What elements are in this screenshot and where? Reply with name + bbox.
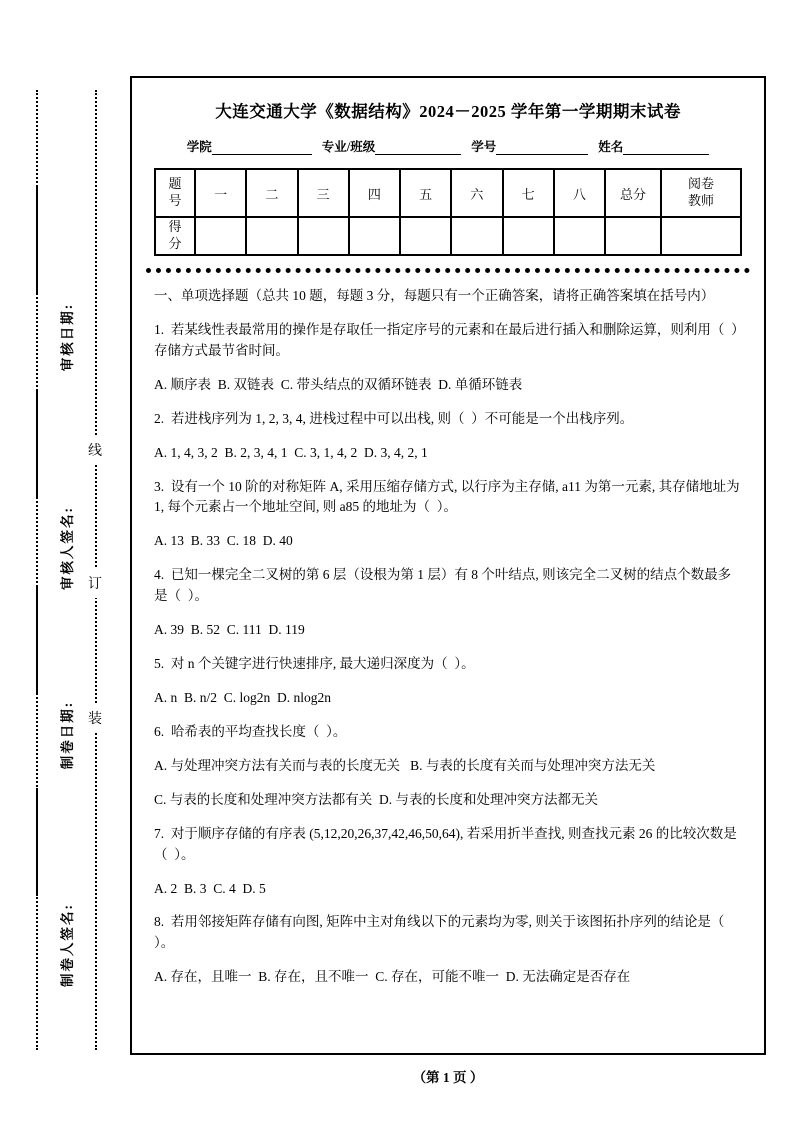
maker-signer-label: 制卷人签名:	[60, 903, 75, 987]
audit-date-blank-line	[36, 185, 38, 295]
binding-char-zhuang: 装	[87, 703, 103, 733]
col-2-cell: 二	[246, 169, 297, 217]
question-stem: 8. 若用邻接矩阵存储有向图, 矩阵中主对角线以下的元素均为零, 则关于该图拓扑序列的结论是（ ）。	[154, 914, 732, 951]
binding-char-xian: 线	[87, 435, 103, 465]
question-stem: 5. 对 n 个关键字进行快速排序, 最大递归深度为（ ）。	[154, 656, 475, 672]
questions-section	[154, 286, 742, 988]
question-number-label-cell: 题号	[155, 169, 195, 217]
score-table-header-row	[155, 169, 741, 217]
name-label: 姓名	[598, 140, 624, 154]
student-info-row	[154, 137, 742, 155]
question-options: A. 39 B. 52 C. 111 D. 119	[154, 622, 305, 638]
question-stem: 2. 若进栈序列为 1, 2, 3, 4, 进栈过程中可以出栈, 则（ ）不可能是一个出栈序列。	[154, 410, 634, 426]
maker-date-label: 制卷日期:	[60, 700, 75, 770]
total-score-label-cell: 总分	[605, 169, 661, 217]
col-1-cell: 一	[195, 169, 246, 217]
score-table	[154, 168, 742, 256]
question-options: A. 顺序表 B. 双链表 C. 带头结点的双循环链表 D. 单循环链表	[154, 376, 523, 392]
col-4-cell: 四	[349, 169, 400, 217]
make-sign-blank-line	[36, 788, 38, 896]
col-3-cell: 三	[298, 169, 349, 217]
score-label-cell: 得分	[155, 217, 195, 255]
score-cell-empty	[503, 217, 554, 255]
name-blank	[623, 139, 709, 155]
score-cell-empty	[195, 217, 246, 255]
score-cell-empty	[298, 217, 349, 255]
page-footer: （第 1 页 ）	[412, 1070, 484, 1085]
score-cell-empty	[451, 217, 502, 255]
col-6-cell: 六	[451, 169, 502, 217]
question-options: C. 与表的长度和处理冲突方法都有关 D. 与表的长度和处理冲突方法都无关	[154, 791, 599, 807]
major-class-label: 专业/班级	[321, 140, 376, 154]
question-options: A. 1, 4, 3, 2 B. 2, 3, 4, 1 C. 3, 1, 4, 2 D. 3, 4, 2, 1	[154, 444, 428, 460]
exam-sheet-box	[130, 76, 766, 1055]
question-options: A. n B. n/2 C. log2n D. nlog2n	[154, 689, 332, 705]
major-class-blank	[375, 139, 461, 155]
binding-char-ding: 订	[87, 568, 103, 598]
score-cell-empty	[554, 217, 605, 255]
question-options: A. 2 B. 3 C. 4 D. 5	[154, 880, 266, 896]
question-stem: 6. 哈希表的平均查找长度（ ）。	[154, 723, 347, 739]
question-stem: 7. 对于顺序存储的有序表 (5,12,20,26,37,42,46,50,64), 若采用折半查找, 则查找元素 26 的比较次数是（ ）。	[154, 825, 737, 862]
question-options: A. 13 B. 33 C. 18 D. 40	[154, 533, 293, 549]
make-date-blank-line	[36, 585, 38, 693]
col-5-cell: 五	[400, 169, 451, 217]
audit-date-label: 审核日期:	[60, 302, 75, 372]
col-8-cell: 八	[554, 169, 605, 217]
question-options: A. 与处理冲突方法有关而与表的长度无关 B. 与表的长度有关而与处理冲突方法无关	[154, 757, 656, 773]
score-cell-empty	[661, 217, 741, 255]
audit-sign-blank-line	[36, 390, 38, 498]
question-stem: 4. 已知一棵完全二叉树的第 6 层（设根为第 1 层）有 8 个叶结点, 则该完全二叉树的结点个数最多是（ ）。	[154, 567, 732, 604]
college-blank	[212, 139, 312, 155]
audit-signer-label: 审核人签名:	[60, 506, 75, 590]
score-cell-empty	[400, 217, 451, 255]
section-heading: 一、单项选择题（总共 10 题，每题 3 分，每题只有一个正确答案，请将正确答案填在括号内）	[154, 288, 715, 303]
score-table-score-row	[155, 217, 741, 255]
student-id-blank	[496, 139, 588, 155]
score-cell-empty	[349, 217, 400, 255]
score-cell-empty	[246, 217, 297, 255]
exam-title: 大连交通大学《数据结构》2024－2025 学年第一学期期末试卷	[215, 102, 681, 121]
dotted-separator	[146, 268, 750, 273]
grader-label-cell: 阅卷教师	[661, 169, 741, 217]
question-stem: 3. 设有一个 10 阶的对称矩阵 A, 采用压缩存储方式, 以行序为主存储, a11 为第一元素, 其存储地址为 1, 每个元素占一个地址空间, 则 a85 的地址为（ ）。	[154, 478, 743, 515]
student-id-label: 学号	[471, 140, 497, 154]
question-stem: 1. 若某线性表最常用的操作是存取任一指定序号的元素和在最后进行插入和删除运算，则利用（ ）存储方式最节省时间。	[154, 321, 738, 358]
col-7-cell: 七	[503, 169, 554, 217]
college-label: 学院	[186, 140, 212, 154]
score-cell-empty	[605, 217, 661, 255]
question-options: A. 存在，且唯一 B. 存在，且不唯一 C. 存在，可能不唯一 D. 无法确定是否存在	[154, 969, 631, 985]
